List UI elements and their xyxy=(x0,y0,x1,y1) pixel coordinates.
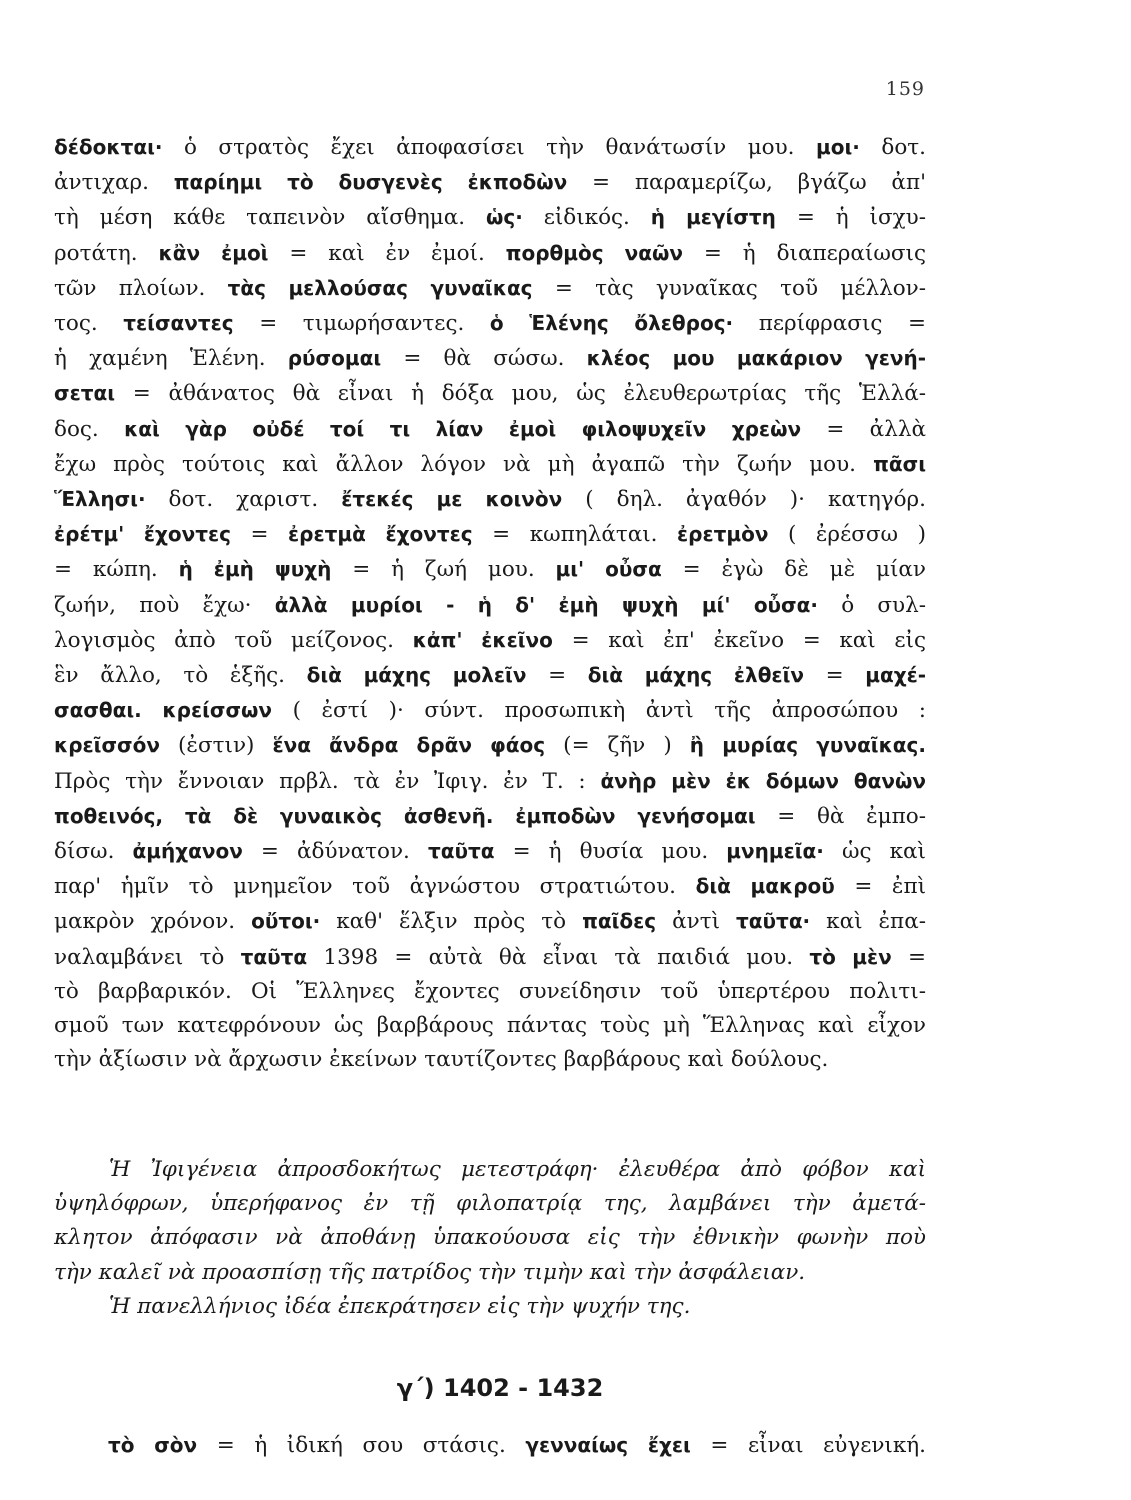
gloss-text: = xyxy=(526,663,588,689)
commentary-line xyxy=(54,130,926,165)
lemma-term: ἀλλὰ μυρίοι - ἡ δ' ἐμὴ ψυχὴ μί' οὖσα· xyxy=(274,592,818,617)
gloss-text: δος. xyxy=(54,416,125,442)
gloss-text: ἀντὶ xyxy=(656,909,737,935)
gloss-text: ὡς καὶ xyxy=(823,839,926,865)
lemma-term: ἐρετμὰ ἔχοντες xyxy=(288,522,473,547)
gloss-text: = ἐπὶ xyxy=(834,874,927,900)
commentary-body xyxy=(54,130,926,1077)
commentary-line xyxy=(54,975,926,1009)
gloss-text: = ἡ θυσία μου. xyxy=(494,839,727,865)
lemma-term: τὸ μὲν xyxy=(809,944,892,969)
lemma-term: διὰ μακροῦ xyxy=(695,874,835,899)
gloss-text: περίφρασις = xyxy=(733,311,926,337)
commentary-line xyxy=(54,376,926,411)
commentary-line xyxy=(54,482,926,517)
lemma-term: ταῦτα xyxy=(240,944,308,969)
lemma-term: ἀνὴρ μὲν ἐκ δόμων θανὼν xyxy=(600,768,926,793)
gloss-text: = xyxy=(891,944,926,970)
lemma-term: ἡ ἐμὴ ψυχὴ xyxy=(178,557,332,582)
lemma-term: μαχέ- xyxy=(865,663,927,688)
lemma-term: τὸ σὸν xyxy=(108,1433,198,1457)
lemma-term: ἐρέτμ' ἔχοντες xyxy=(54,522,231,547)
lemma-term: ἔτεκές με κοινὸν xyxy=(341,487,563,512)
gloss-text: τὴν ἀξίωσιν νὰ ἄρχωσιν ἐκείνων ταυτίζοντες βαρβάρους καὶ δούλους. xyxy=(54,1047,829,1073)
lemma-term: ἡ μεγίστη xyxy=(650,205,776,230)
gloss-text: σμοῦ των κατεφρόνουν ὡς βαρβάρους πάντας τοὺς μὴ Ἕλληνας καὶ εἶχον xyxy=(54,1013,926,1039)
lemma-term: τὰς μελλούσας γυναῖκας xyxy=(227,275,533,300)
gloss-text: ἓν ἄλλο, τὸ ἑξῆς. xyxy=(54,663,307,689)
gloss-text: ναλαμβάνει τὸ xyxy=(54,944,241,970)
gloss-text: = ἀθάνατος θὰ εἶναι ἡ δόξα μου, ὡς ἐλευθερωτρίας τῆς Ἑλλά- xyxy=(115,381,926,407)
commentary-line xyxy=(54,799,926,834)
gloss-text: = εἶναι εὐγενική. xyxy=(690,1433,926,1458)
lemma-term: ὁ Ἑλένης ὄλεθρος· xyxy=(489,311,734,336)
gloss-text: τὸ βαρβαρικόν. Οἱ Ἕλληνες ἔχοντες συνείδησιν τοῦ ὑπερτέρου πολιτι- xyxy=(54,978,926,1004)
gloss-text: ἀντιχαρ. xyxy=(54,170,174,196)
commentary-line xyxy=(54,236,926,271)
gloss-text: ζωήν, ποὺ ἔχω· xyxy=(54,592,275,618)
gloss-text: ( δηλ. ἀγαθόν )· κατηγόρ. xyxy=(562,487,926,513)
commentary-line xyxy=(54,693,926,728)
gloss-text: = ἡ ἰσχυ- xyxy=(775,205,926,231)
lemma-term: πορθμὸς ναῶν xyxy=(505,240,683,265)
gloss-text: = ἡ ζωή μου. xyxy=(331,557,556,583)
page-number: 159 xyxy=(885,78,925,100)
lemma-term: ἕνα ἄνδρα δρᾶν φάος xyxy=(272,733,546,758)
lemma-term: γενναίως ἔχει xyxy=(525,1433,691,1457)
lemma-term: ταῦτα xyxy=(427,839,495,864)
lemma-term: κἀπ' ἐκεῖνο xyxy=(412,627,553,652)
gloss-text: δοτ. xyxy=(859,135,926,160)
lemma-term: μνημεῖα· xyxy=(726,839,824,864)
lemma-term: παῖδες xyxy=(582,909,657,934)
section-heading: γ΄) 1402 - 1432 xyxy=(396,1374,604,1402)
lemma-term: τείσαντες xyxy=(123,311,234,336)
gloss-text: ἔχω πρὸς τούτοις καὶ ἄλλον λόγον νὰ μὴ ἀγαπῶ τὴν ζωήν μου. xyxy=(54,451,874,477)
commentary-line xyxy=(54,588,926,623)
commentary-line xyxy=(54,447,926,482)
gloss-text: εἰδικός. xyxy=(522,205,651,231)
gloss-text: = xyxy=(803,663,866,689)
lemma-term: καὶ γὰρ οὐδέ τοί τι λίαν ἐμοὶ φιλοψυχεῖν χρεὼν xyxy=(124,416,802,441)
commentary-line xyxy=(54,834,926,869)
gloss-text: = θὰ ἐμπο- xyxy=(755,803,926,829)
gloss-text: καθ' ἕλξιν πρὸς τὸ xyxy=(320,909,583,935)
summary-line: τὴν καλεῖ νὰ προασπίσῃ τῆς πατρίδος τὴν τιμὴν καὶ τὴν ἀσφάλειαν. xyxy=(54,1259,806,1285)
gloss-text: = τιμωρήσαντες. xyxy=(233,311,490,337)
gloss-text: ( ἐρέσσω ) xyxy=(768,522,927,548)
commentary-line xyxy=(54,904,926,939)
commentary-line xyxy=(54,165,926,200)
gloss-text: τὴ μέση κάθε ταπεινὸν αἴσθημα. xyxy=(54,205,486,231)
gloss-text: = κωπηλάται. xyxy=(472,522,678,548)
gloss-text: ὁ στρατὸς ἔχει ἀποφασίσει τὴν θανάτωσίν μου. xyxy=(162,135,817,160)
commentary-line xyxy=(54,728,926,763)
summary-line: Ἡ πανελλήνιος ἰδέα ἐπεκράτησεν εἰς τὴν ψυχήν της. xyxy=(109,1293,691,1319)
lemma-term: οὔτοι· xyxy=(251,909,321,934)
gloss-text: = ἡ ἰδική σου στάσις. xyxy=(197,1433,526,1458)
lemma-term: ταῦτα· xyxy=(736,909,811,934)
gloss-text: = ἡ διαπεραίωσις xyxy=(683,240,926,266)
gloss-text: Πρὸς τὴν ἔννοιαν πρβλ. τὰ ἐν Ἰφιγ. ἐν Τ. : xyxy=(54,768,601,794)
commentary-line xyxy=(54,869,926,904)
gloss-text: ( ἐστί )· σύντ. προσωπικὴ ἀντὶ τῆς ἀπροσώπου : xyxy=(272,698,926,724)
gloss-text: παρ' ἡμῖν τὸ μνημεῖον τοῦ ἀγνώστου στρατιώτου. xyxy=(54,874,696,900)
gloss-text: ροτάτη. xyxy=(54,240,159,266)
gloss-text: = καὶ ἐπ' ἐκεῖνο = καὶ εἰς xyxy=(552,627,926,653)
gloss-text: καὶ ἐπα- xyxy=(810,909,926,935)
lemma-term: ρύσομαι xyxy=(287,346,382,371)
gloss-text: ἡ χαμένη Ἑλένη. xyxy=(54,346,288,372)
lemma-term: διὰ μάχης ἐλθεῖν xyxy=(587,663,804,688)
commentary-line xyxy=(54,552,926,587)
commentary-line xyxy=(54,341,926,376)
commentary-line xyxy=(54,1009,926,1043)
gloss-text: = ἀλλὰ xyxy=(801,416,926,442)
lemma-term: ἀμήχανον xyxy=(132,839,243,864)
gloss-text: = θὰ σώσω. xyxy=(381,346,587,372)
commentary-line xyxy=(54,658,926,693)
commentary-line xyxy=(54,517,926,552)
gloss-text: τος. xyxy=(54,311,124,337)
lemma-term: κἂν ἐμοὶ xyxy=(158,240,269,265)
summary-paragraph xyxy=(54,1153,926,1324)
lemma-term: σεται xyxy=(54,381,116,406)
lemma-term: διὰ μάχης μολεῖν xyxy=(306,663,527,688)
lemma-term: μι' οὖσα xyxy=(555,557,662,582)
gloss-text: ὁ συλ- xyxy=(817,592,927,618)
summary-line: ὑψηλόφρων, ὑπερήφανος ἐν τῇ φιλοπατρίᾳ της, λαμβάνει τὴν ἀμετά- xyxy=(54,1191,926,1217)
lemma-term: παρίημι τὸ δυσγενὲς ἐκποδὼν xyxy=(173,170,568,195)
lemma-term: πᾶσι xyxy=(873,451,926,476)
commentary-line xyxy=(54,306,926,341)
gloss-text: = παραμερίζω, βγάζω ἀπ' xyxy=(567,170,926,196)
gloss-text: 1398 = αὐτὰ θὰ εἶναι τὰ παιδιά μου. xyxy=(307,944,810,970)
gloss-text: = καὶ ἐν ἐμοί. xyxy=(268,240,506,266)
lemma-term: κλέος μου μακάριον γενή- xyxy=(586,346,926,371)
gloss-text: = ἀδύνατον. xyxy=(242,839,428,865)
commentary-line xyxy=(54,1043,926,1077)
gloss-text: = xyxy=(230,522,289,548)
gloss-text: = τὰς γυναῖκας τοῦ μέλλον- xyxy=(532,275,926,301)
gloss-text: δίσω. xyxy=(54,839,133,865)
lemma-term: μοι· xyxy=(816,135,860,159)
commentary-line xyxy=(54,940,926,975)
lemma-term: ὡς· xyxy=(485,205,523,230)
lemma-term: ἐρετμὸν xyxy=(677,522,769,547)
lemma-term: σασθαι. κρείσσων xyxy=(54,698,273,723)
lemma-term: Ἕλλησι· xyxy=(54,487,146,512)
gloss-text: τῶν πλοίων. xyxy=(54,275,228,301)
gloss-text: (ἐστιν) xyxy=(159,733,273,759)
commentary-line xyxy=(54,412,926,447)
commentary-line xyxy=(54,271,926,306)
commentary-line xyxy=(54,623,926,658)
gloss-text: δοτ. χαριστ. xyxy=(145,487,342,513)
commentary-line-final xyxy=(108,1428,926,1463)
gloss-text: μακρὸν χρόνον. xyxy=(54,909,252,935)
commentary-line xyxy=(54,200,926,235)
summary-line: Ἡ Ἰφιγένεια ἀπροσδοκήτως μετεστράφη· ἐλευθέρα ἀπὸ φόβον καὶ xyxy=(109,1157,926,1182)
commentary-line xyxy=(54,764,926,799)
gloss-text: = ἐγὼ δὲ μὲ μίαν xyxy=(661,557,926,583)
lemma-term: ποθεινός, τὰ δὲ γυναικὸς ἀσθενῆ. ἐμποδὼν γενήσομαι xyxy=(54,803,756,828)
gloss-text: λογισμὸς ἀπὸ τοῦ μείζονος. xyxy=(54,627,413,653)
lemma-term: ἢ μυρίας γυναῖκας. xyxy=(689,733,926,758)
gloss-text: = κώπη. xyxy=(54,557,179,583)
lemma-term: δέδοκται· xyxy=(54,135,163,159)
summary-line: κλητον ἀπόφασιν νὰ ἀποθάνῃ ὑπακούουσα εἰς τὴν ἐθνικὴν φωνὴν ποὺ xyxy=(54,1225,926,1251)
gloss-text: (= ζῆν ) xyxy=(545,733,690,759)
lemma-term: κρεῖσσόν xyxy=(54,733,160,758)
